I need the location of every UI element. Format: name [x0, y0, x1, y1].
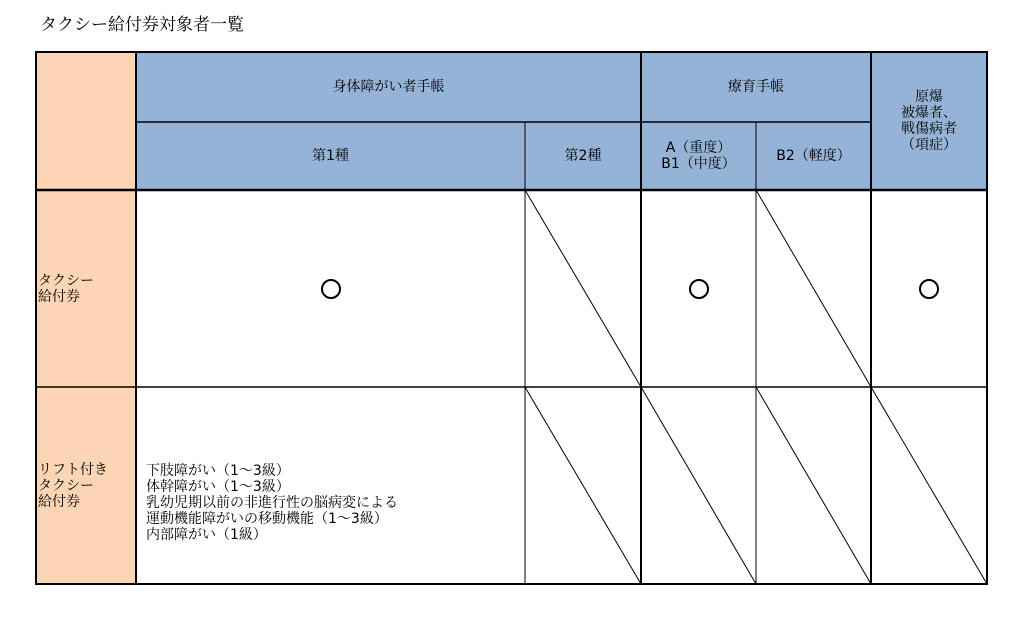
- row-label-lift-line-3: 給付券: [38, 493, 80, 510]
- header-physical-disability: [136, 52, 641, 122]
- header-b2-label: B2（軽度）: [776, 148, 851, 164]
- header-atomic-war: [871, 52, 987, 190]
- row-label-taxi-line-2: 給付券: [38, 288, 80, 305]
- row-label-lift-taxi: [36, 387, 136, 584]
- header-a-label: A（重度）: [665, 140, 732, 156]
- cell-lift-type1-conditions: [136, 387, 525, 584]
- condition-item: 運動機能障がいの移動機能（1～3級）: [146, 510, 388, 527]
- cell-lift-a-b1: [641, 387, 756, 584]
- eligible-circle-icon: [321, 279, 341, 299]
- row-label-lift-lines: [38, 462, 108, 510]
- cell-lift-type2: [525, 387, 641, 584]
- header-ryoiku-label: 療育手帳: [728, 79, 784, 95]
- cell-taxi-b2: [756, 190, 871, 387]
- row-label-lift-line-1: リフト付き: [38, 461, 108, 478]
- row-label-lift-line-2: タクシー: [38, 477, 94, 494]
- header-atomic-line-4: （項症）: [901, 137, 957, 153]
- eligible-circle-icon: [689, 279, 709, 299]
- header-type2: [525, 122, 641, 190]
- eligible-circle-icon: [919, 279, 939, 299]
- cell-taxi-type1: [136, 190, 525, 387]
- header-atomic-lines: [901, 89, 957, 153]
- cell-taxi-a-b1: [641, 190, 756, 387]
- condition-item: 乳幼児期以前の非進行性の脳病変による: [146, 494, 398, 511]
- header-atomic-line-1: 原爆: [915, 89, 943, 105]
- cell-lift-b2: [756, 387, 871, 584]
- cell-taxi-atomic: [871, 190, 987, 387]
- row-label-taxi-line-1: タクシー: [38, 272, 94, 289]
- header-atomic-line-2: 被爆者、: [901, 105, 957, 121]
- header-b1-label: B1（中度）: [661, 156, 736, 172]
- condition-list: [146, 463, 398, 543]
- header-ryoiku: [641, 52, 871, 122]
- condition-item: 体幹障がい（1～3級）: [146, 478, 290, 495]
- header-atomic-line-3: 戦傷病者: [901, 121, 957, 137]
- row-label-taxi-lines: [38, 273, 94, 305]
- header-type2-label: 第2種: [564, 148, 602, 164]
- header-a-b1-lines: [661, 140, 736, 172]
- row-label-taxi: [36, 190, 136, 387]
- header-type1-label: 第1種: [312, 148, 349, 164]
- page-title: タクシー給付券対象者一覧: [40, 15, 244, 35]
- header-physical-label: 身体障がい者手帳: [332, 79, 445, 95]
- cell-taxi-type2: [525, 190, 641, 387]
- table-corner: [36, 52, 136, 190]
- header-b2: [756, 122, 871, 190]
- condition-item: 内部障がい（1級）: [146, 526, 267, 543]
- cell-lift-atomic: [871, 387, 987, 584]
- header-type1: [136, 122, 525, 190]
- header-a-b1: [641, 122, 756, 190]
- condition-item: 下肢障がい（1～3級）: [146, 462, 290, 479]
